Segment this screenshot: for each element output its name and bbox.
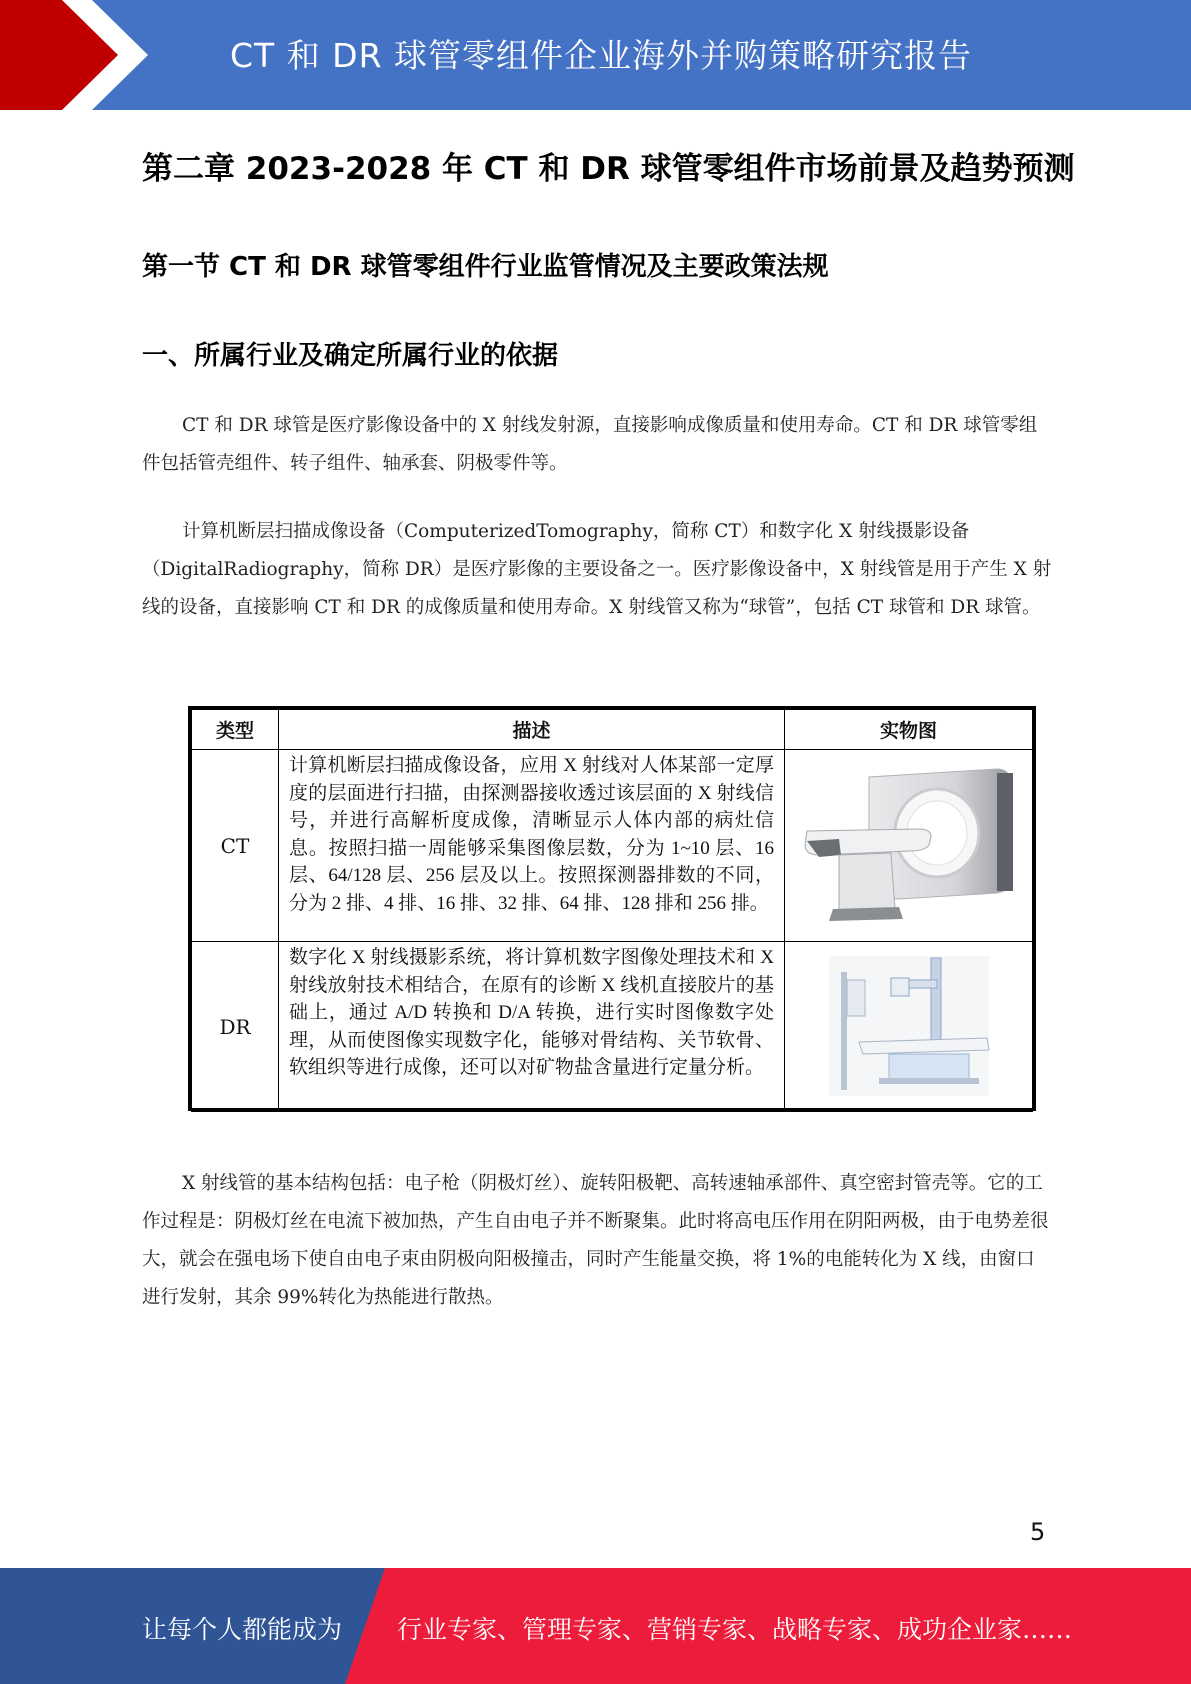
report-title: CT 和 DR 球管零组件企业海外并购策略研究报告: [230, 36, 973, 75]
table-cell-image-dr: [785, 942, 1033, 1112]
table-cell-description-dr: 数字化 X 射线摄影系统，将计算机数字图像处理技术和 X 射线放射技术相结合，在原有的诊断 X 线机直接胶片的基础上，通过 A/D 转换和 D/A 转换，进行实时图像数字处理，从而使图像实现数字化，能够对骨结构、关节软骨、软组织等进行成像，还可以对矿物盐含量进行定量分析。: [279, 942, 785, 1112]
ct-scanner-image: [799, 759, 1019, 929]
footer-slogan-right: 行业专家、管理专家、营销专家、战略专家、成功企业家……: [397, 1615, 1073, 1644]
page-number: 5: [1030, 1518, 1046, 1546]
dr-machine-image: [819, 950, 999, 1100]
chapter-title: 第二章 2023-2028 年 CT 和 DR 球管零组件市场前景及趋势预测: [142, 151, 1075, 187]
footer-bar: [0, 1568, 1191, 1684]
table-header-type: 类型: [192, 710, 279, 750]
device-comparison-table: [188, 706, 1036, 1111]
paragraph-structure: X 射线管的基本结构包括：电子枪（阴极灯丝）、旋转阳极靶、高转速轴承部件、真空密封管壳等。它的工作过程是：阴极灯丝在电流下被加热，产生自由电子并不断聚集。此时将高电压作用在阴阳两极，由于电势差很大，就会在强电场下使自由电子束由阴极向阳极撞击，同时产生能量交换，将 1%的电能转化为 X 线，由窗口进行发射，其余 99%转化为热能进行散热。: [142, 1173, 1049, 1308]
header-chevron-decoration: [0, 0, 160, 110]
footer-slogan-left: 让每个人都能成为: [142, 1615, 343, 1644]
table-cell-image-ct: [785, 750, 1033, 942]
table-cell-type-ct: CT: [192, 750, 279, 942]
table-header-image: 实物图: [785, 710, 1033, 750]
paragraph-intro: CT 和 DR 球管是医疗影像设备中的 X 射线发射源，直接影响成像质量和使用寿命。CT 和 DR 球管零组件包括管壳组件、转子组件、轴承套、阴极零件等。: [142, 415, 1038, 474]
report-header-bar: [0, 0, 1191, 110]
subsection-title: 一、所属行业及确定所属行业的依据: [142, 341, 559, 371]
table-cell-type-dr: DR: [192, 942, 279, 1112]
table-row-ct: [192, 750, 1033, 942]
paragraph-definition: 计算机断层扫描成像设备（ComputerizedTomography，简称 CT）和数字化 X 射线摄影设备（DigitalRadiography，简称 DR）是医疗影像的主要设备之一。医疗影像设备中，X 射线管是用于产生 X 射线的设备，直接影响 CT 和 DR 的成像质量和使用寿命。X 射线管又称为“球管”，包括 CT 球管和 DR 球管。: [142, 521, 1052, 618]
table-header-description: 描述: [279, 710, 785, 750]
section-title: 第一节 CT 和 DR 球管零组件行业监管情况及主要政策法规: [142, 252, 829, 282]
table-cell-description-ct: 计算机断层扫描成像设备，应用 X 射线对人体某部一定厚度的层面进行扫描，由探测器接收透过该层面的 X 射线信号，并进行高解析度成像，清晰显示人体内部的病灶信息。按照扫描一周能够采集图像层数，分为 1~10 层、16 层、64/128 层、256 层及以上。按照探测器排数的不同，分为 2 排、4 排、16 排、32 排、64 排、128 排和 256 排。: [279, 750, 785, 942]
table-row-dr: [192, 942, 1033, 1112]
